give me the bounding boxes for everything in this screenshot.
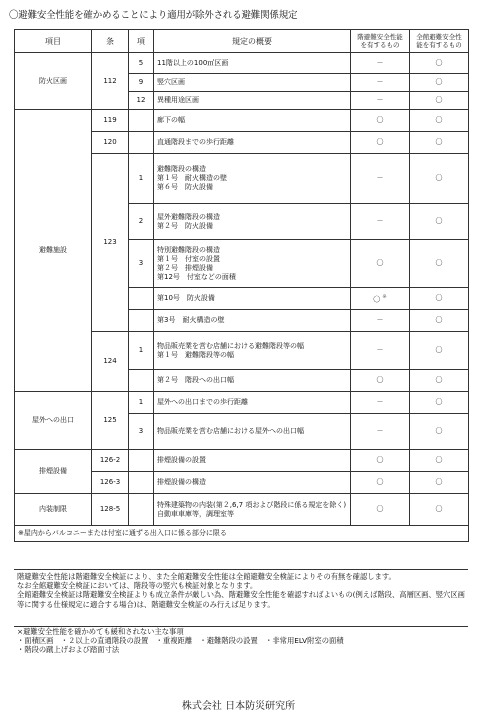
table-row (15, 494, 469, 526)
floor-safety-cell: 〇 (351, 370, 410, 392)
summary-cell: 特別避難階段の構造 第１号 付室の設置 第２号 排煙設備 第12号 付室などの面積 (154, 240, 351, 288)
building-safety-cell: 〇 (410, 332, 469, 370)
building-safety-cell: 〇 (410, 53, 469, 74)
building-safety-cell: 〇 (410, 450, 469, 472)
header-item: 項 (129, 30, 154, 53)
building-safety-cell: 〇 (410, 204, 469, 240)
summary-cell: 11階以上の100㎡区画 (154, 53, 351, 74)
building-safety-cell: 〇 (410, 92, 469, 110)
table-body (15, 53, 469, 542)
item-cell (129, 450, 154, 472)
building-safety-cell: 〇 (410, 154, 469, 204)
summary-cell: 竪穴区画 (154, 74, 351, 92)
table-row (15, 110, 469, 132)
article-cell: 128-5 (92, 494, 129, 526)
floor-safety-cell: － (351, 332, 410, 370)
page-title: 〇避難安全性能を確かめることにより適用が除外される避難関係規定 (9, 10, 298, 21)
table-header-row (15, 30, 469, 53)
exceptions-line: ・面積区画 ・２以上の直通階段の設置 ・重複距離 ・避難階段の設置 ・非常用ELV附室の面積 (17, 636, 344, 646)
exceptions-heading: ×避難安全性能を確かめても緩和されない主な事項 (17, 627, 184, 636)
item-cell (129, 472, 154, 494)
item-cell: 9 (129, 74, 154, 92)
category-cell: 排煙設備 (15, 450, 92, 494)
header-article: 条 (92, 30, 129, 53)
item-cell (129, 494, 154, 526)
floor-safety-cell: 〇 (351, 132, 410, 154)
table-footnote: ※屋内からバルコニーまたは付室に通ずる出入口に係る部分に限る (15, 526, 469, 542)
article-cell: 119 (92, 110, 129, 132)
note-line: 全館避難安全検証は階避難安全検証よりも成立条件が厳しい為、階避難安全性能を確認すればよいもの(例えば階段、高層区画、竪穴区画等に関する仕様規定に適合する場合)は、階避難安全検証のみ行えば足ります。 (17, 590, 465, 609)
regulation-table (14, 29, 469, 542)
building-safety-cell: 〇 (410, 288, 469, 310)
footnote-marker: ※ (382, 293, 387, 300)
building-safety-cell: 〇 (410, 240, 469, 288)
table-row (15, 392, 469, 414)
summary-cell: 第２号 階段への出口幅 (154, 370, 351, 392)
floor-safety-cell: － (351, 392, 410, 414)
building-safety-cell: 〇 (410, 370, 469, 392)
article-cell: 126-2 (92, 450, 129, 472)
summary-cell: 排煙設備の構造 (154, 472, 351, 494)
item-cell (129, 110, 154, 132)
summary-cell: 直通階段までの歩行距離 (154, 132, 351, 154)
summary-cell: 物品販売業を営む店舗における屋外への出口幅 (154, 414, 351, 450)
category-cell: 屋外への出口 (15, 392, 92, 450)
floor-safety-cell: － (351, 92, 410, 110)
header-building-safety: 全館避難安全性 能を有するもの (410, 30, 469, 53)
item-cell: 3 (129, 240, 154, 288)
floor-safety-cell: 〇 (351, 494, 410, 526)
summary-cell: 廊下の幅 (154, 110, 351, 132)
company-name: 株式会社 日本防災研究所 (181, 701, 296, 712)
building-safety-cell: 〇 (410, 310, 469, 332)
article-cell: 120 (92, 132, 129, 154)
summary-cell: 物品販売業を営む店舗における避難階段等の幅 第１号 避難階段等の幅 (154, 332, 351, 370)
item-cell: 3 (129, 414, 154, 450)
header-summary: 規定の概要 (154, 30, 351, 53)
footnote-row (15, 526, 469, 542)
divider (14, 569, 468, 570)
item-cell: 12 (129, 92, 154, 110)
item-cell: 1 (129, 332, 154, 370)
summary-cell: 第10号 防火設備 (154, 288, 351, 310)
item-cell: 2 (129, 204, 154, 240)
header-category: 項目 (15, 30, 92, 53)
item-cell: 1 (129, 154, 154, 204)
floor-safety-cell: － (351, 154, 410, 204)
summary-cell: 特殊建築物の内装(第２,6,7 項および階段に係る規定を除く) 自動車車庫等，調理室等 (154, 494, 351, 526)
summary-cell: 異種用途区画 (154, 92, 351, 110)
building-safety-cell: 〇 (410, 74, 469, 92)
summary-cell: 第3号 耐火構造の壁 (154, 310, 351, 332)
exceptions-line: ・階段の蹴上げおよび踏面寸法 (17, 645, 120, 655)
article-cell: 112 (92, 53, 129, 110)
item-cell (129, 132, 154, 154)
notes-block (17, 572, 467, 609)
floor-safety-cell: － (351, 414, 410, 450)
summary-cell: 屋外避難階段の構造 第２号 防火設備 (154, 204, 351, 240)
floor-safety-cell: 〇 (351, 240, 410, 288)
floor-safety-cell: 〇 (351, 110, 410, 132)
note-line: 階避難安全性能は階避難安全検証により、また全館避難安全性能は全館避難安全検証によりその有無を確認します。 (17, 572, 396, 581)
building-safety-cell: 〇 (410, 472, 469, 494)
floor-safety-cell: － (351, 310, 410, 332)
item-cell (129, 310, 154, 332)
building-safety-cell: 〇 (410, 110, 469, 132)
building-safety-cell: 〇 (410, 132, 469, 154)
floor-safety-cell: － (351, 204, 410, 240)
summary-cell: 排煙設備の設置 (154, 450, 351, 472)
floor-safety-cell: 〇 (351, 450, 410, 472)
table-row (15, 53, 469, 74)
category-cell: 避難施設 (15, 110, 92, 392)
summary-cell: 避難階段の構造 第１号 耐火構造の壁 第６号 防火設備 (154, 154, 351, 204)
item-cell (129, 288, 154, 310)
building-safety-cell: 〇 (410, 494, 469, 526)
exceptions-block (17, 627, 467, 655)
article-cell: 123 (92, 154, 129, 332)
floor-safety-cell: 〇 (351, 472, 410, 494)
floor-safety-value: 〇 (373, 295, 381, 304)
floor-safety-cell: － (351, 74, 410, 92)
building-safety-cell: 〇 (410, 392, 469, 414)
floor-safety-cell: － (351, 53, 410, 74)
article-cell: 124 (92, 332, 129, 392)
floor-safety-cell (351, 288, 410, 310)
item-cell: 5 (129, 53, 154, 74)
item-cell: 1 (129, 392, 154, 414)
article-cell: 126-3 (92, 472, 129, 494)
header-floor-safety: 階避難安全性能 を有するもの (351, 30, 410, 53)
article-cell: 125 (92, 392, 129, 450)
category-cell: 内装制限 (15, 494, 92, 526)
note-line: なお全館避難安全検証においては、階段等の竪穴も検証対象となります。 (17, 581, 258, 591)
item-cell (129, 370, 154, 392)
summary-cell: 屋外への出口までの歩行距離 (154, 392, 351, 414)
building-safety-cell: 〇 (410, 414, 469, 450)
category-cell: 防火区画 (15, 53, 92, 110)
table-row (15, 450, 469, 472)
